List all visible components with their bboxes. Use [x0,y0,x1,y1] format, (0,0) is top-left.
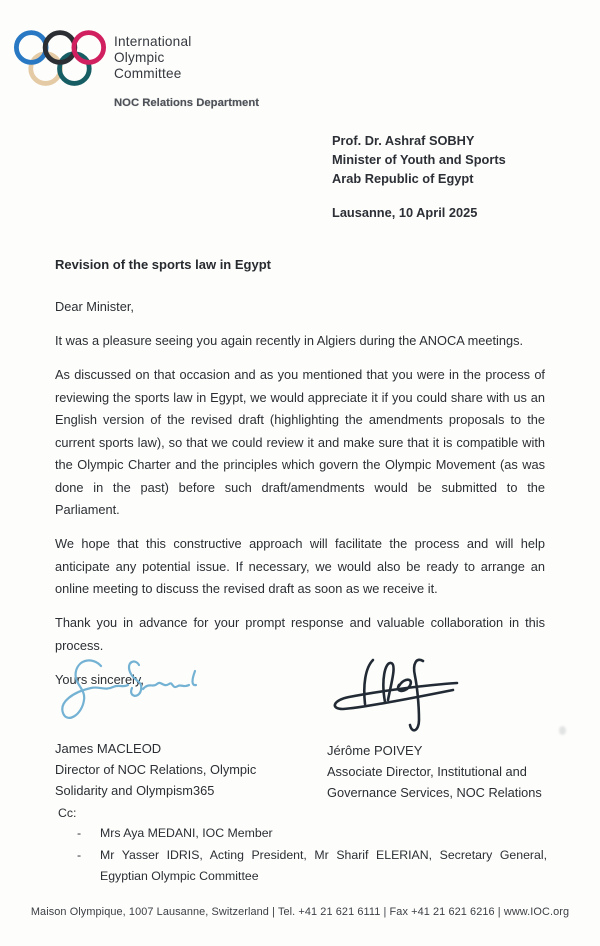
dash-bullet: - [77,847,82,862]
paragraph: As discussed on that occasion and as you mentioned that you were in the process of reviewing the sports law in Egypt, we would appreciate it if you could share with us an English version of the revised draft (highlighting the amendments proposals to the current sports law), so that we could review it and make sure that it is compatible with the Olympic Charter and the principles which govern the Olympic Movement (as was done in the past) before such draft/amendments would be submitted to the Parliament. [55,367,545,517]
dash-bullet: - [77,826,82,840]
signatory-macleod [55,652,317,801]
letter-body [55,296,545,703]
signature-block [55,652,555,802]
olympic-rings-logo [14,27,106,91]
cc-label: Cc: [58,806,77,820]
signature-jerome-poivey-icon [327,652,477,736]
org-name-line: International [114,34,192,49]
paragraph: Thank you in advance for your prompt response and valuable collaboration in this process. [55,615,545,653]
recipient-name: Prof. Dr. Ashraf SOBHY [332,133,475,148]
salutation: Dear Minister, [55,299,134,314]
recipient-address [332,131,506,188]
org-name-line: Committee [114,66,182,81]
signatory-title: Solidarity and Olympism365 [55,783,215,798]
signature-james-macleod-icon [55,652,225,734]
paragraph: It was a pleasure seeing you again recently in Algiers during the ANOCA meetings. [55,333,524,348]
signatory-title: Director of NOC Relations, Olympic [55,762,257,777]
signatory-title: Associate Director, Institutional and [327,764,527,779]
cc-item-text: Mrs Aya MEDANI, IOC Member [100,826,273,840]
org-name [114,34,191,82]
signatory-name: James MACLEOD [55,741,162,756]
department-name: NOC Relations Department [114,97,260,109]
org-name-line: Olympic [114,50,165,65]
footer-contact-line: Maison Olympique, 1007 Lausanne, Switzerland | Tel. +41 21 621 6111 | Fax +41 21 621 6216 | www.IOC.org [30,906,570,918]
date-line: Lausanne, 10 April 2025 [332,205,478,220]
signatory-poivey [327,652,572,803]
signatory-name: Jérôme POIVEY [327,743,423,758]
cc-item [55,845,547,888]
recipient-country: Arab Republic of Egypt [332,171,474,186]
recipient-title: Minister of Youth and Sports [332,152,506,167]
paragraph: We hope that this constructive approach will facilitate the process and will help anticipate any potential issue. If necessary, we would also be ready to arrange an online meeting to discuss the revised draft as soon as we receive it. [55,536,545,596]
signatory-title: Governance Services, NOC Relations [327,785,542,800]
cc-item-text: Mr Yasser IDRIS, Acting President, Mr Sharif ELERIAN, Secretary General, Egyptian Olympic Committee [100,847,547,883]
subject-line: Revision of the sports law in Egypt [55,257,271,272]
cc-section [55,803,547,888]
scan-artifact [559,726,566,735]
cc-item [55,823,547,845]
closing: Yours sincerely, [55,671,144,687]
